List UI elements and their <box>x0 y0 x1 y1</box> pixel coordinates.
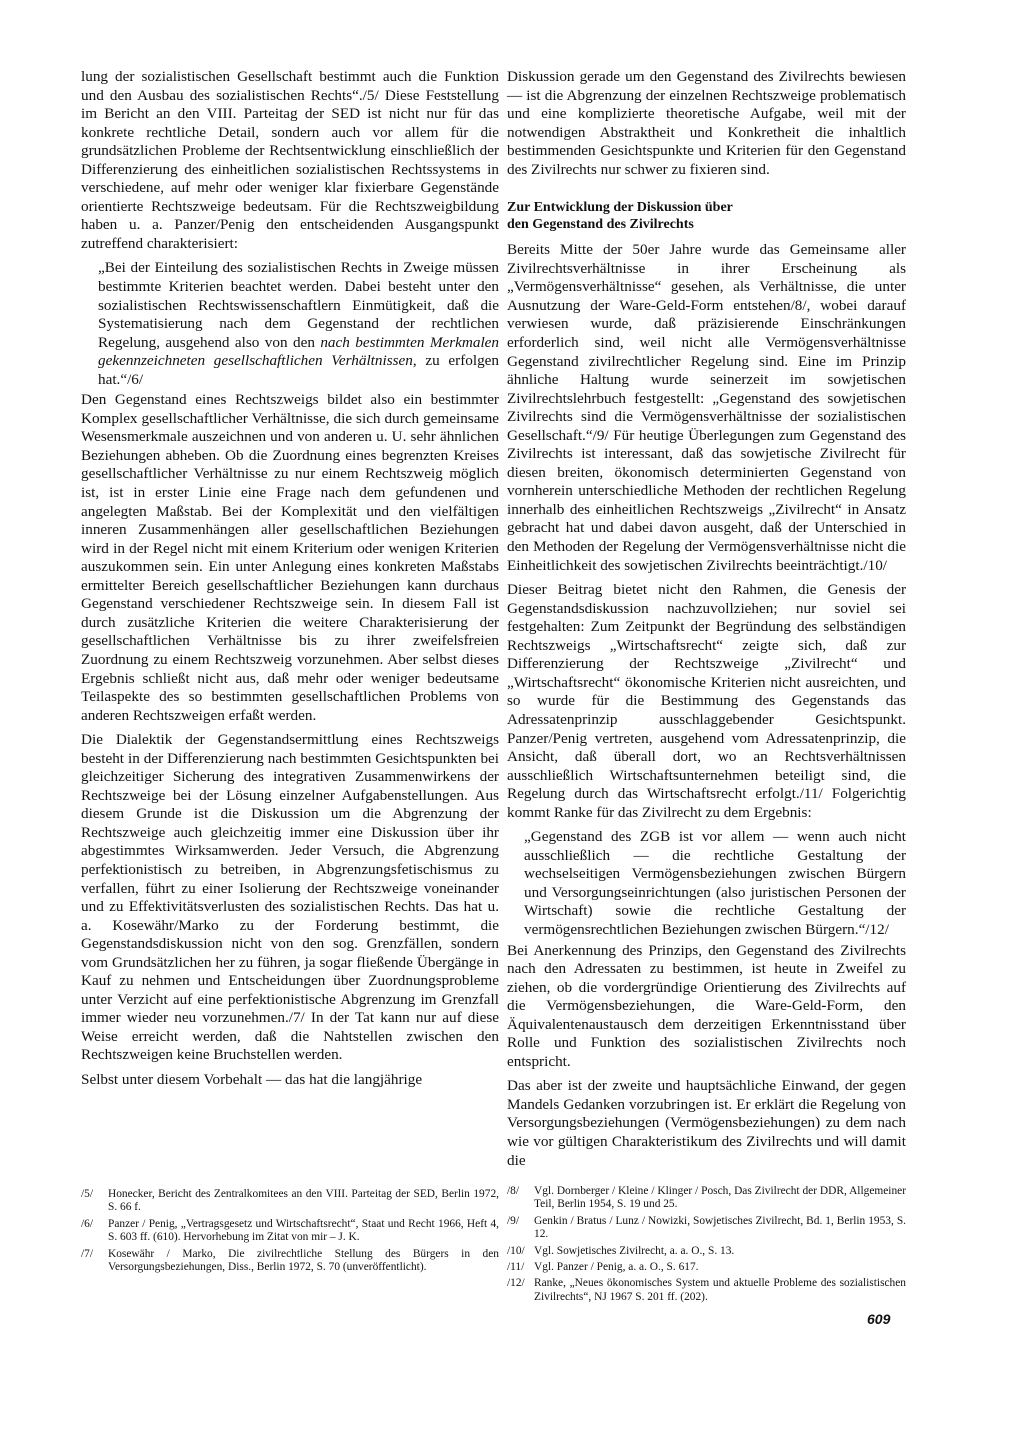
footnote-mark: /6/ <box>81 1217 94 1230</box>
paragraph: Dieser Beitrag bietet nicht den Rahmen, die Genesis der Gegenstandsdiskussion nachzuvollziehen; nur soviel sei festgehalten: Zum Zeitpunkt der Begründung des selbständigen Rechtszweigs „Wirtschaftsrecht“ zeigte sich, daß zur Differenzierung der Rechtszweige „Zivilrecht“ und „Wirtschaftsrecht“ ökonomische Kriterien nicht ausreichten, und so wurde für die Bestimmung des Gegenstands das Adressatenprinzip ausschlaggebender Gesichtspunkt. Panzer/Penig vertreten, ausgehend vom Adressatenprinzip, die Ansicht, daß überall dort, wo an Rechtsverhältnissen ausschließlich Wirtschaftsunternehmen beteiligt sind, die Regelung durch das Wirtschaftsrecht erfolgt./11/ Folgerichtig kommt Ranke für das Zivilrecht zu dem Ergebnis: <box>507 581 906 821</box>
footnote-text: Genkin / Bratus / Lunz / Nowizki, Sowjetisches Zivilrecht, Bd. 1, Berlin 1953, S. 12. <box>534 1214 906 1241</box>
footnote <box>507 1277 906 1304</box>
footnote-text: Honecker, Bericht des Zentralkomitees an den VIII. Parteitag der SED, Berlin 1972, S. 66 f. <box>108 1188 499 1214</box>
footnote <box>81 1218 499 1245</box>
footnote-text: Ranke, „Neues ökonomisches System und aktuelle Probleme des sozialistischen Zivilrechts“, NJ 1967 S. 201 ff. (202). <box>534 1277 906 1303</box>
paragraph: Die Dialektik der Gegenstandsermittlung eines Rechtszweigs besteht in der Differenzierung nach bestimmten Gesichtspunkten bei gleichzeitiger Sicherung des integrativen Zusammenwirkens der Rechtszweige bei der Lösung einzelner Aufgabenstellungen. Aus diesem Grunde ist die Diskussion um die Abgrenzung der Rechtszweige auch gleichzeitig immer eine Diskussion über ihr abgestimmtes Wirksamwerden. Jeder Versuch, die Abgrenzung perfektionistisch zu betreiben, in Abgrenzungsfetischismus zu verfallen, führt zu einer Isolierung der Rechtszweige voneinander und zu Effektivitätsverlusten des sozialistischen Rechts. Das hat u. a. Kosewähr/Marko zu der Forderung bestimmt, die Gegenstandsdiskussion nicht von den sog. Grenzfällen, sondern vom Grundsätzlichen her zu führen, ja sogar fließende Übergänge in Kauf zu nehmen und Entscheidungen über Zuordnungsprobleme unter Verzicht auf eine perfektionistische Abgrenzung im Grenzfall immer wieder neu vorzunehmen./7/ In der Tat kann nur auf diese Weise erreicht werden, daß die Nahtstellen zwischen den Rechtszweigen keine Bruchstellen werden. <box>81 731 499 1064</box>
paragraph: Diskussion gerade um den Gegenstand des Zivilrechts bewiesen — ist die Abgrenzung der einzelnen Rechtszweige problematisch und eine komplizierte theoretische Aufgabe, weil mit der notwendigen Abstraktheit und Konkretheit die inhaltlich bestimmenden Gesichtspunkte und Kriterien für den Gegenstand des Zivilrechts nur schwer zu fixieren sind. <box>507 68 906 178</box>
quote-text-start: „Bei der Einteilung des sozialistischen Rechts in Zweige müssen bestimmte Kriterien beachtet werden. Dabei besteht unter den sozialistischen Rechtswissenschaftlern Einmütigkeit, daß die Systematisierung nach dem Gegenstand der rechtlichen Regelung, ausgehend also von den <box>98 259 499 351</box>
footnotes-right <box>507 1185 906 1307</box>
footnote-mark: /9/ <box>507 1214 520 1227</box>
block-quote <box>98 259 499 389</box>
footnote <box>507 1215 906 1242</box>
footnote-text: Kosewähr / Marko, Die zivilrechtliche Stellung des Bürgers in den Versorgungsbeziehungen, Diss., Berlin 1972, S. 70 (unveröffentlicht). <box>108 1247 499 1274</box>
paragraph: Bereits Mitte der 50er Jahre wurde das Gemeinsame aller Zivilrechtsverhältnisse in ihrer Erscheinung als „Vermögensverhältnisse“ gesehen, als Verhältnisse, die unter Ausnutzung der Ware-Geld-Form entstehen/8/, wobei darauf verwiesen wurde, daß präzisierende Einschränkungen erforderlich sind, weil nicht alle Vermögensverhältnisse Gegenstand zivilrechtlicher Regelung sind. Eine im Prinzip ähnliche Haltung wurde seinerzeit im sowjetischen Zivilrechtslehrbuch festgestellt: „Gegenstand des sowjetischen Zivilrechts sind die Vermögensverhältnisse der sozialistischen Gesellschaft.“/9/ Für heutige Überlegungen zum Gegenstand des Zivilrechts ist interessant, daß das sowjetische Zivilrecht für diesen breiten, ökonomisch determinierten Gegenstand von vornherein unterschiedliche Methoden der rechtlichen Regelung innerhalb des einheitlichen Rechtszweigs „Zivilrecht“ in Ansatz gebracht hat und dabei davon ausgeht, daß der Unterschied in den Methoden der Regelung der Vermögensverhältnisse nicht die Einheitlichkeit des sowjetischen Zivilrechts beeinträchtigt./10/ <box>507 241 906 574</box>
footnote <box>507 1245 906 1258</box>
section-heading <box>507 199 906 233</box>
footnote <box>81 1188 499 1215</box>
paragraph: Bei Anerkennung des Prinzips, den Gegenstand des Zivilrechts nach den Adressaten zu bestimmen, ist heute in Zweifel zu ziehen, ob die vordergründige Orientierung des Zivilrechts auf die Vermögensbeziehungen, die Ware-Geld-Form, den Äquivalentenaustausch dem derzeitigen Erkenntnisstand über Rolle und Funktion des sozialistischen Zivilrechts noch entspricht. <box>507 941 906 1070</box>
quote-text-end: , zu erfolgen hat.“/6/ <box>98 352 499 388</box>
left-column <box>81 68 499 1096</box>
footnote-mark: /8/ <box>507 1185 520 1197</box>
paragraph: Den Gegenstand eines Rechtszweigs bildet also ein bestimmter Komplex gesellschaftlicher Verhältnisse, die sich durch gemeinsame Wesensmerkmale auszeichnen und von anderen u. U. sehr ähnlichen Beziehungen abheben. Ob die Zuordnung eines begrenzten Kreises gesellschaftlicher Verhältnisse zu nur einem Rechtszweig möglich ist, ist in erster Linie eine Frage nach dem gefundenen und angelegten Maßstab. Bei der Komplexität und den vielfältigen inneren Zusammenhängen aller gesellschaftlichen Beziehungen wird in der Regel nicht mit einem Kriterium oder wenigen Kriterien auszukommen sein. Ein unter Anlegung eines konkreten Maßstabs ermittelter Bereich gesellschaftlicher Beziehungen kann durchaus Gegenstand verschiedener Rechtszweige sein. In diesem Fall ist durch zusätzliche Kriterien die weitere Charakterisierung der gesellschaftlichen Verhältnisse bis zu ihrer zweifelsfreien Zuordnung zu einem Rechtszweig vorzunehmen. Aber selbst dieses Ergebnis schließt nicht aus, daß mehr oder weniger bedeutsame Teilaspekte des so bestimmten gesellschaftlichen Problems von anderen Rechtszweigen erfaßt werden. <box>81 391 499 724</box>
quote-emphasis: nach bestimmten Merkmalen gekennzeichneten gesellschaftlichen Verhältnissen <box>98 333 500 370</box>
footnote-mark: /11/ <box>507 1261 525 1274</box>
footnote-mark: /10/ <box>507 1244 525 1257</box>
paragraph: Selbst unter diesem Vorbehalt — das hat die langjährige <box>81 1070 423 1088</box>
section-heading-line: den Gegenstand des Zivilrechts <box>507 217 694 233</box>
right-column <box>507 68 906 1176</box>
paragraph: lung der sozialistischen Gesellschaft bestimmt auch die Funktion und den Ausbau des sozialistischen Rechts“./5/ Diese Feststellung im Bericht an den VIII. Parteitag der SED ist nicht nur für das konkrete rechtliche Detail, sondern auch vor allem für die grundsätzlichen Probleme der Rechtsentwicklung einschließlich der Differenzierung des einheitlichen sozialistischen Rechtssystems in verschiedene, auf mehr oder weniger klar fixierbare Gegenstände orientierte Rechtszweige bedeutsam. Für die Rechtszweigbildung haben u. a. Panzer/Penig den entscheidenden Ausgangspunkt zutreffend charakterisiert: <box>81 68 499 252</box>
footnote <box>507 1261 906 1274</box>
footnote-mark: /12/ <box>507 1277 525 1290</box>
footnote-text: Panzer / Penig, „Vertragsgesetz und Wirtschaftsrecht“, Staat und Recht 1966, Heft 4, S. 603 ff. (610). Hervorhebung im Zitat von mir – J. K. <box>108 1217 499 1244</box>
footnotes-left <box>81 1188 499 1277</box>
footnote <box>507 1185 906 1212</box>
footnote-text: Vgl. Sowjetisches Zivilrecht, a. a. O., S. 13. <box>534 1244 735 1257</box>
footnote-text: Vgl. Dornberger / Kleine / Klinger / Posch, Das Zivilrecht der DDR, Allgemeiner Teil, Berlin 1954, S. 19 und 25. <box>534 1185 906 1211</box>
page-number: 609 <box>867 1311 891 1327</box>
paragraph: Das aber ist der zweite und hauptsächliche Einwand, der gegen Mandels Gedanken vorzubringen ist. Er erklärt die Regelung von Versorgungsbeziehungen (Vermögensbeziehungen) zu dem nach wie vor gültigen Charakteristikum des Zivilrechts und will damit die <box>507 1077 906 1169</box>
footnote-text: Vgl. Panzer / Penig, a. a. O., S. 617. <box>534 1261 699 1274</box>
footnote-mark: /5/ <box>81 1188 94 1200</box>
footnote <box>81 1248 499 1275</box>
block-quote: „Gegenstand des ZGB ist vor allem — wenn auch nicht ausschließlich — die rechtliche Gestaltung der wechselseitigen Vermögensbeziehungen zwischen Bürgern und Versorgungseinrichtungen (also juristischen Personen der Wirtschaft) sowie die rechtliche Gestaltung der vermögensrechtlichen Beziehungen zwischen Bürgern.“/12/ <box>524 828 906 938</box>
section-heading-line: Zur Entwicklung der Diskussion über <box>507 200 733 216</box>
footnote-mark: /7/ <box>81 1247 94 1260</box>
